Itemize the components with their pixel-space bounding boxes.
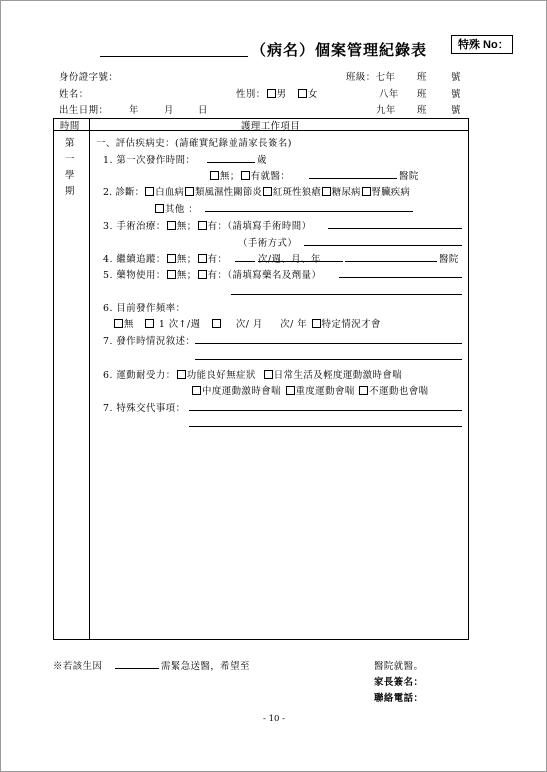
- attack-description-field-1[interactable]: [195, 343, 462, 344]
- diagnosis-lupus-checkbox[interactable]: [263, 187, 272, 196]
- exercise-moderate-label: 中度運動激時會喘: [202, 386, 282, 397]
- emergency-note-mid: 需緊急送醫，希望至: [161, 661, 250, 672]
- section-heading: 一、評估疾病史：(請確實紀錄並請家長簽名): [96, 138, 292, 149]
- semester-char-2: 一: [65, 154, 75, 165]
- contact-phone-label: 聯絡電話：: [374, 693, 424, 704]
- follow-up-row: [103, 251, 227, 265]
- special-number-box: 特殊 No：: [451, 35, 513, 54]
- grade8-class-suffix: 班: [417, 89, 427, 100]
- special-instructions-label: 7. 特殊交代事項：: [103, 403, 186, 414]
- surgery-yes-label: 有：（請填寫手術時間）: [207, 221, 312, 232]
- emergency-cause-field[interactable]: [115, 668, 159, 669]
- medication-label: 5. 藥物使用：: [103, 270, 166, 281]
- exercise-mild-label: 日常生活及輕度運動激時會喘: [273, 370, 403, 381]
- follow-up-yes-label: 有：: [207, 254, 228, 265]
- follow-up-frequency-underline: [258, 261, 343, 262]
- first-onset-label: 1. 第一次發作時間：: [103, 155, 196, 166]
- follow-up-count-field[interactable]: [235, 261, 255, 262]
- diagnosis-lupus-label: 紅斑性狼瘡: [273, 187, 321, 198]
- exercise-good-checkbox[interactable]: [177, 370, 186, 379]
- frequency-special-label: 特定情況才會: [321, 319, 381, 330]
- exercise-rest-label: 不運動也會喘: [369, 386, 429, 397]
- gender-label: 性別：: [236, 89, 266, 100]
- onset-hospital-suffix: 醫院: [399, 171, 419, 182]
- onset-none-checkbox[interactable]: [210, 171, 219, 180]
- semester-char-3: 學: [65, 170, 75, 181]
- frequency-month-label: 次/ 月: [235, 319, 263, 330]
- page-title: （病名）個案管理紀錄表: [251, 41, 428, 59]
- male-checkbox[interactable]: [267, 89, 276, 98]
- grade9-number-suffix: 號: [451, 105, 461, 116]
- exercise-tolerance-row: [103, 367, 402, 381]
- diagnosis-leukemia-checkbox[interactable]: [145, 187, 154, 196]
- diagnosis-kidney-checkbox[interactable]: [362, 187, 371, 196]
- special-instructions-field-2[interactable]: [189, 426, 462, 427]
- onset-seen-checkbox[interactable]: [241, 171, 250, 180]
- diagnosis-diabetes-checkbox[interactable]: [322, 187, 331, 196]
- frequency-week-checkbox[interactable]: [145, 319, 154, 328]
- onset-none-label: 無；: [220, 171, 240, 182]
- items-column-header: 護理工作項目: [241, 121, 301, 132]
- follow-up-none-label: 無；: [176, 254, 197, 265]
- follow-up-frequency: 次/週、月、年: [258, 254, 321, 265]
- surgery-none-checkbox[interactable]: [167, 221, 176, 230]
- surgery-time-field[interactable]: [328, 228, 462, 229]
- grade9-label: 九年: [376, 105, 396, 116]
- frequency-label: 6. 目前發作頻率：: [103, 303, 186, 314]
- diagnosis-other-checkbox[interactable]: [155, 204, 164, 213]
- onset-seen-label: 有就醫：: [250, 171, 291, 182]
- birth-month-label: 月: [164, 105, 174, 116]
- frequency-special-checkbox[interactable]: [312, 319, 321, 328]
- diagnosis-kidney-label: 腎臟疾病: [371, 187, 410, 198]
- surgery-method-label: （手術方式）: [238, 238, 298, 249]
- birth-date-label: 出生日期：: [59, 105, 109, 116]
- surgery-label: 3. 手術治療：: [103, 221, 166, 232]
- time-column-header: 時間: [60, 121, 80, 132]
- diagnosis-other-field[interactable]: [205, 211, 413, 212]
- diagnosis-ra-label: 類風濕性關節炎: [194, 187, 263, 198]
- grade8-number-suffix: 號: [451, 89, 461, 100]
- attack-description-field-2[interactable]: [195, 359, 462, 360]
- diagnosis-other-row: [154, 201, 198, 215]
- grade7-number-suffix: 號: [451, 72, 461, 83]
- exercise-heavy-checkbox[interactable]: [286, 386, 295, 395]
- follow-up-label: 4. 繼續追蹤：: [103, 254, 166, 265]
- exercise-good-label: 功能良好無症狀: [186, 370, 256, 381]
- surgery-yes-checkbox[interactable]: [198, 221, 207, 230]
- class-label-grade7: 班級：七年: [346, 72, 396, 83]
- exercise-moderate-checkbox[interactable]: [192, 386, 201, 395]
- semester-char-1: 第: [65, 138, 75, 149]
- attack-description-label: 7. 發作時情況敘述：: [103, 336, 196, 347]
- frequency-month-checkbox[interactable]: [212, 319, 221, 328]
- name-label: 姓名：: [59, 89, 89, 100]
- emergency-note-end: 醫院就醫。: [374, 661, 424, 672]
- special-instructions-field-1[interactable]: [189, 410, 462, 411]
- first-onset-options: [209, 168, 290, 182]
- surgery-method-field[interactable]: [304, 245, 462, 246]
- follow-up-hospital-suffix: 醫院: [439, 254, 459, 265]
- diagnosis-diabetes-label: 糖尿病: [331, 187, 361, 198]
- follow-up-hospital-field[interactable]: [345, 261, 437, 262]
- diagnosis-other-label: 其他 ：: [165, 204, 199, 215]
- male-label: 男: [276, 89, 287, 100]
- first-onset-age-unit: 歲: [257, 155, 267, 166]
- diagnosis-row: [103, 184, 410, 198]
- medication-yes-label: 有：（請填寫藥名及劑量）: [207, 270, 322, 281]
- birth-year-label: 年: [129, 105, 139, 116]
- grade9-class-suffix: 班: [417, 105, 427, 116]
- medication-none-checkbox[interactable]: [167, 270, 176, 279]
- exercise-heavy-label: 重度運動會喘: [295, 386, 355, 397]
- surgery-row: [103, 218, 312, 232]
- medication-field-2[interactable]: [231, 294, 462, 295]
- frequency-options: [113, 316, 381, 330]
- diagnosis-label: 2. 診斷：: [103, 187, 145, 198]
- disease-name-line: [100, 56, 248, 57]
- grade8-label: 八年: [379, 89, 399, 100]
- frequency-none-label: 無: [124, 319, 134, 330]
- follow-up-yes-checkbox[interactable]: [198, 254, 207, 263]
- female-label: 女: [307, 89, 318, 100]
- parent-signature-label: 家長簽名：: [374, 677, 424, 688]
- medication-field-1[interactable]: [339, 277, 462, 278]
- surgery-none-label: 無；: [176, 221, 197, 232]
- exercise-rest-checkbox[interactable]: [359, 386, 368, 395]
- id-number-label: 身份證字號：: [59, 72, 119, 83]
- semester-char-4: 期: [65, 186, 75, 197]
- diagnosis-leukemia-label: 白血病: [155, 187, 184, 198]
- diagnosis-ra-checkbox[interactable]: [185, 187, 194, 196]
- exercise-mild-checkbox[interactable]: [264, 370, 273, 379]
- table-column-divider: [89, 119, 90, 639]
- first-onset-age-field[interactable]: [207, 162, 255, 163]
- medication-none-label: 無；: [176, 270, 197, 281]
- frequency-none-checkbox[interactable]: [114, 319, 123, 328]
- medication-yes-checkbox[interactable]: [198, 270, 207, 279]
- birth-day-label: 日: [198, 105, 208, 116]
- onset-hospital-field[interactable]: [309, 178, 397, 179]
- frequency-year-label: 次/ 年: [280, 319, 308, 330]
- medication-row: [103, 267, 321, 281]
- follow-up-none-checkbox[interactable]: [167, 254, 176, 263]
- exercise-tolerance-row-2: [191, 383, 429, 397]
- grade7-class-suffix: 班: [417, 72, 427, 83]
- gender-field: [236, 86, 318, 100]
- female-checkbox[interactable]: [298, 89, 307, 98]
- exercise-tolerance-label: 6. 運動耐受力：: [103, 370, 176, 381]
- page-number: - 10 -: [263, 714, 285, 724]
- emergency-note-prefix: ※若該生因: [53, 661, 103, 672]
- frequency-week-label: 1 次↑/週: [158, 319, 201, 330]
